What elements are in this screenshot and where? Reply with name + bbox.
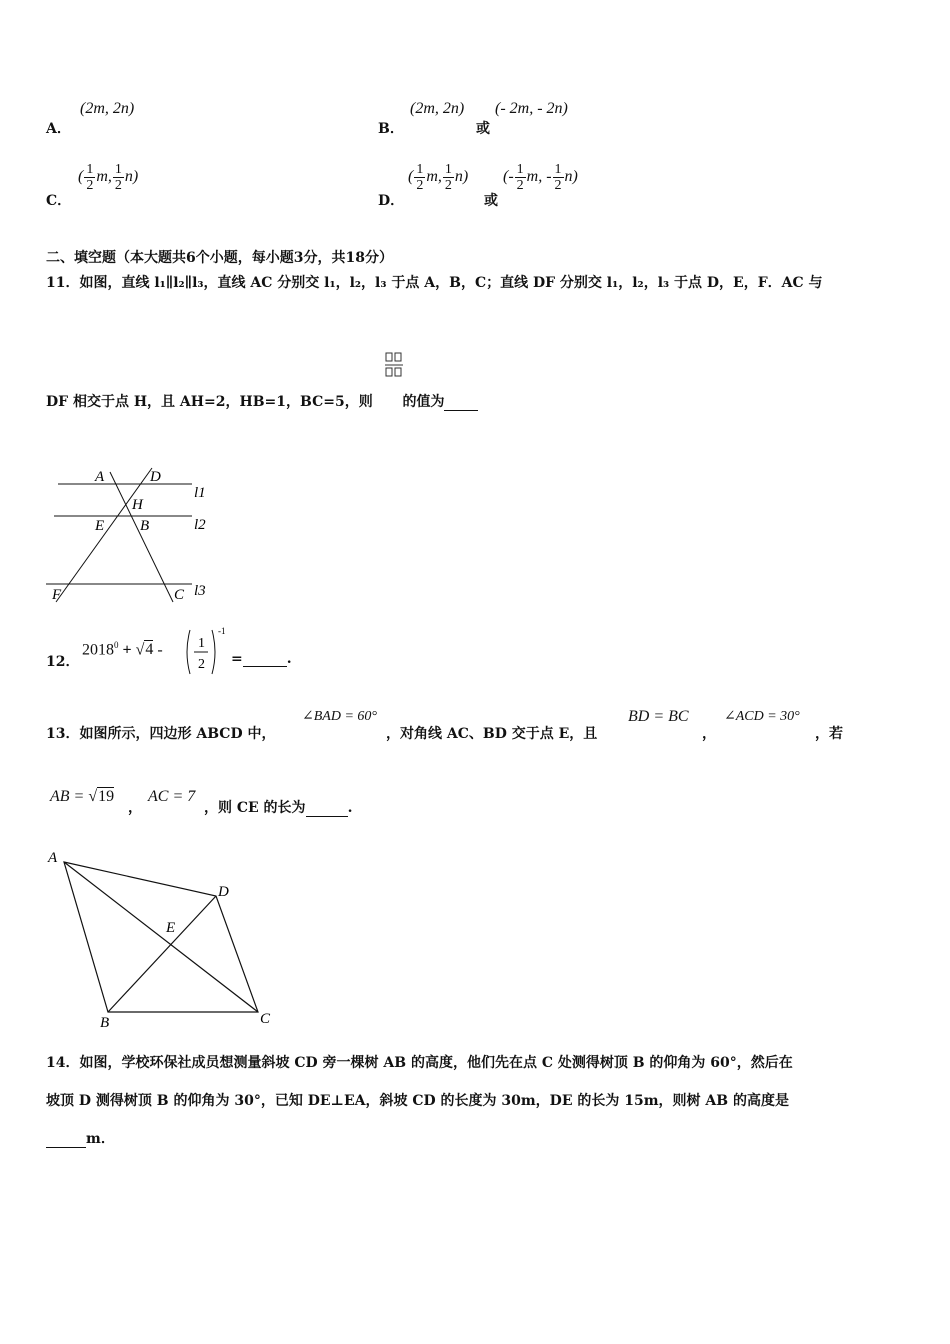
answer-blank [46, 1133, 86, 1148]
option-b-expression-2: (- 2m, - 2n) [495, 100, 568, 117]
fraction-denominator: 2 [114, 178, 122, 193]
label-e: E [166, 920, 176, 936]
label-a: A [95, 469, 105, 485]
q13-comma: ， [702, 726, 716, 742]
q12-expression: 2018$^0$ + √4 - [82, 640, 163, 659]
line-df [56, 468, 152, 602]
diagonal-bd [108, 896, 216, 1012]
option-b-label: B． [378, 121, 404, 137]
option-b-expression-1: (2m, 2n) [410, 100, 465, 117]
label-l1: l1 [194, 485, 206, 501]
q14-line3 [46, 1128, 115, 1148]
q13-ab-lhs: AB = [50, 788, 85, 805]
label-b: B [100, 1015, 110, 1031]
fraction-denominator: 2 [516, 178, 524, 193]
q11-line2-a: DF 相交于点 H，且 AH=2，HB=1，BC=5，则 [46, 394, 373, 410]
label-a: A [48, 850, 58, 866]
label-e: E [95, 518, 105, 534]
option-d-label: D． [378, 193, 405, 209]
fraction-numerator: 1 [86, 162, 94, 177]
q12-exponent-neg1: -1 [218, 626, 226, 636]
q14-line3-text: m． [86, 1131, 115, 1147]
fraction-numerator: 1 [114, 162, 122, 177]
fraction-denominator: 2 [86, 178, 94, 193]
q13-bd-bc: BD = BC [628, 708, 689, 725]
label-d: D [218, 884, 229, 900]
q13-quadrilateral-figure [44, 846, 280, 1032]
label-c: C [174, 587, 185, 603]
line-ac [110, 472, 173, 602]
fraction-denominator: 2 [444, 178, 452, 193]
label-f: F [52, 587, 62, 603]
q12-exponent-zero: 0 [114, 640, 119, 650]
q12-radicand: 4 [145, 641, 154, 659]
section-heading: 二、填空题（本大题共6个小题，每小题3分，共18分） [46, 250, 393, 266]
q12-equals: = [231, 651, 243, 667]
option-c-expression: ( $\frac{1}{2}$ m, $\frac{1}{2}$ n) [78, 162, 139, 193]
fraction-numerator: 1 [198, 636, 205, 651]
q14-line1: 14．如图，学校环保社成员想测量斜坡 CD 旁一棵树 AB 的高度，他们先在点 C 处测得树顶 B 的仰角为 60°，然后在 [46, 1055, 793, 1071]
fraction-numerator: 1 [516, 162, 524, 177]
label-l2: l2 [194, 517, 206, 533]
q12-plus: + [122, 641, 132, 659]
answer-blank [243, 652, 287, 667]
option-d-expression-1: ( $\frac{1}{2}$ m, $\frac{1}{2}$ n) [408, 162, 469, 193]
q11-line1: 11．如图，直线 l₁∥l₂∥l₃，直线 AC 分别交 l₁，l₂，l₃ 于点 A，B，C；直线 DF 分别交 l₁，l₂，l₃ 于点 D，E，F．AC 与 [46, 275, 823, 291]
option-d-expression-2: (- $\frac{1}{2}$ m, - $\frac{1}{2}$ n) [503, 162, 578, 193]
q13-ruo: ，若 [815, 726, 843, 742]
fraction-numerator: 1 [554, 162, 562, 177]
answer-blank [306, 802, 348, 817]
option-b-or: 或 [476, 121, 490, 137]
q13-intro: 13．如图所示，四边形 ABCD 中， [46, 726, 276, 742]
label-l3: l3 [194, 583, 206, 599]
q12-answer [231, 651, 292, 667]
q11-parallel-lines-figure [40, 462, 220, 606]
fraction-numerator: 1 [416, 162, 424, 177]
fraction-denominator: 2 [198, 657, 205, 672]
label-b: B [140, 518, 150, 534]
option-c-label: C． [46, 193, 72, 209]
q13-ab-length: AB = √19 [50, 788, 115, 805]
q14-line2: 坡顶 D 测得树顶 B 的仰角为 30°，已知 DE⊥EA，斜坡 CD 的长度为 30m，DE 的长为 15m，则树 AB 的高度是 [46, 1093, 789, 1109]
q13-tail-text: ，则 CE 的长为 [204, 800, 306, 816]
q13-comma-2: ， [128, 800, 142, 816]
option-d-or: 或 [484, 193, 498, 209]
q13-angle-acd: ∠ACD = 30° [724, 709, 800, 724]
q11-line2 [46, 391, 478, 411]
q13-angle-bad: ∠BAD = 60° [302, 709, 377, 724]
fraction-denominator: 2 [554, 178, 562, 193]
q13-tail [204, 797, 352, 817]
label-d: D [150, 469, 161, 485]
fraction-denominator: 2 [416, 178, 424, 193]
fraction-numerator: 1 [444, 162, 452, 177]
answer-blank [444, 396, 478, 411]
q13-period: . [347, 800, 353, 816]
q13-ab-radicand: 19 [98, 788, 115, 805]
ratio-fraction-placeholder [384, 352, 404, 378]
q12-base: 2018 [82, 641, 114, 659]
diagonal-ac [64, 862, 258, 1012]
q12-period: . [286, 651, 292, 667]
q12-number: 12． [46, 654, 80, 670]
q11-line2-b: 的值为 [402, 394, 445, 410]
label-h: H [132, 497, 143, 513]
q12-minus: - [157, 641, 163, 659]
option-a-label: A． [46, 121, 71, 137]
option-a-expression: (2m, 2n) [80, 100, 135, 117]
label-c: C [260, 1011, 271, 1027]
q13-ac-length: AC = 7 [148, 788, 196, 805]
q13-mid1: ，对角线 AC、BD 交于点 E，且 [386, 726, 598, 742]
